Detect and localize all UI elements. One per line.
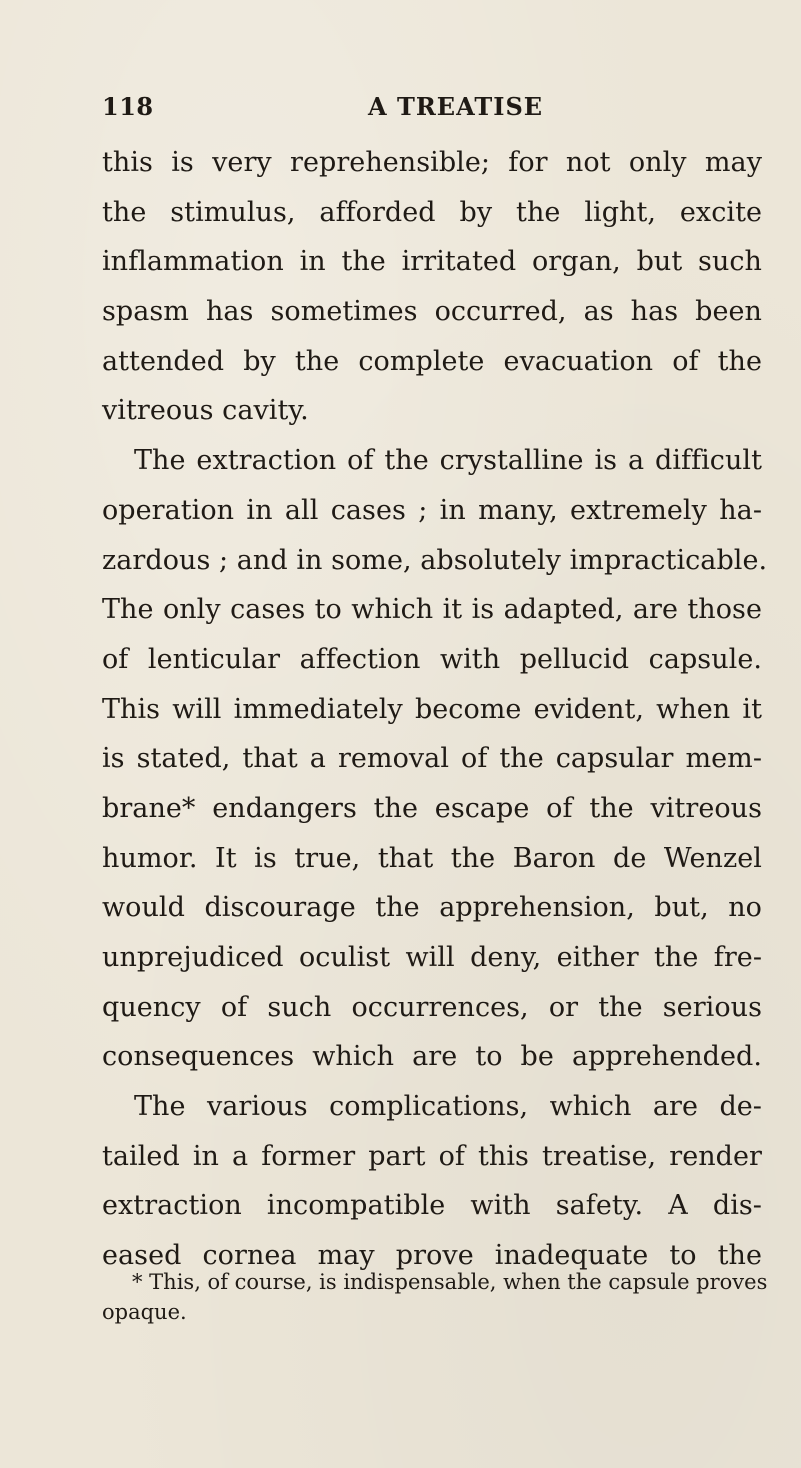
text-line: The various complications, which are de- xyxy=(134,1091,762,1123)
text-line: The extraction of the crystalline is a difficult xyxy=(134,445,762,477)
text-line: consequences which are to be apprehended. xyxy=(102,1041,762,1073)
text-line: operation in all cases ; in many, extremely ha- xyxy=(102,494,762,526)
text-line: extraction incompatible with safety. A dis- xyxy=(102,1190,762,1222)
text-line: the stimulus, afforded by the light, excite xyxy=(102,196,762,228)
text-line: would discourage the apprehension, but, no xyxy=(102,892,762,924)
footnote xyxy=(102,1267,768,1327)
text-line: is stated, that a removal of the capsular mem- xyxy=(102,743,762,775)
text-line: quency of such occurrences, or the serious xyxy=(102,991,762,1023)
text-line: zardous ; and in some, absolutely impracticable. xyxy=(102,544,768,576)
text-line: this is very reprehensible; for not only may xyxy=(102,147,762,178)
text-line: of lenticular affection with pellucid capsule. xyxy=(102,643,762,675)
text-line: tailed in a former part of this treatise, render xyxy=(102,1140,762,1172)
footnote-line: opaque. xyxy=(102,1300,187,1324)
text-line: attended by the complete evacuation of the xyxy=(102,345,762,377)
body-text xyxy=(102,138,768,1281)
text-line: unprejudiced oculist will deny, either the fre- xyxy=(102,942,762,973)
text-line: inflammation in the irritated organ, but such xyxy=(102,246,762,278)
page-header xyxy=(102,92,702,132)
text-line: The only cases to which it is adapted, are those xyxy=(102,594,762,626)
text-line: spasm has sometimes occurred, as has been xyxy=(102,296,762,328)
footnote-line: * This, of course, is indispensable, when the capsule proves xyxy=(132,1270,768,1294)
text-line: This will immediately become evident, when it xyxy=(102,693,762,725)
text-line: vitreous cavity. xyxy=(102,395,309,427)
page-number: 118 xyxy=(102,92,154,121)
text-line: eased cornea may prove inadequate to the xyxy=(102,1240,762,1272)
text-line: brane* endangers the escape of the vitreous xyxy=(102,792,762,824)
text-line: humor. It is true, that the Baron de Wenzel xyxy=(102,842,762,874)
running-head: A TREATISE xyxy=(368,92,544,121)
